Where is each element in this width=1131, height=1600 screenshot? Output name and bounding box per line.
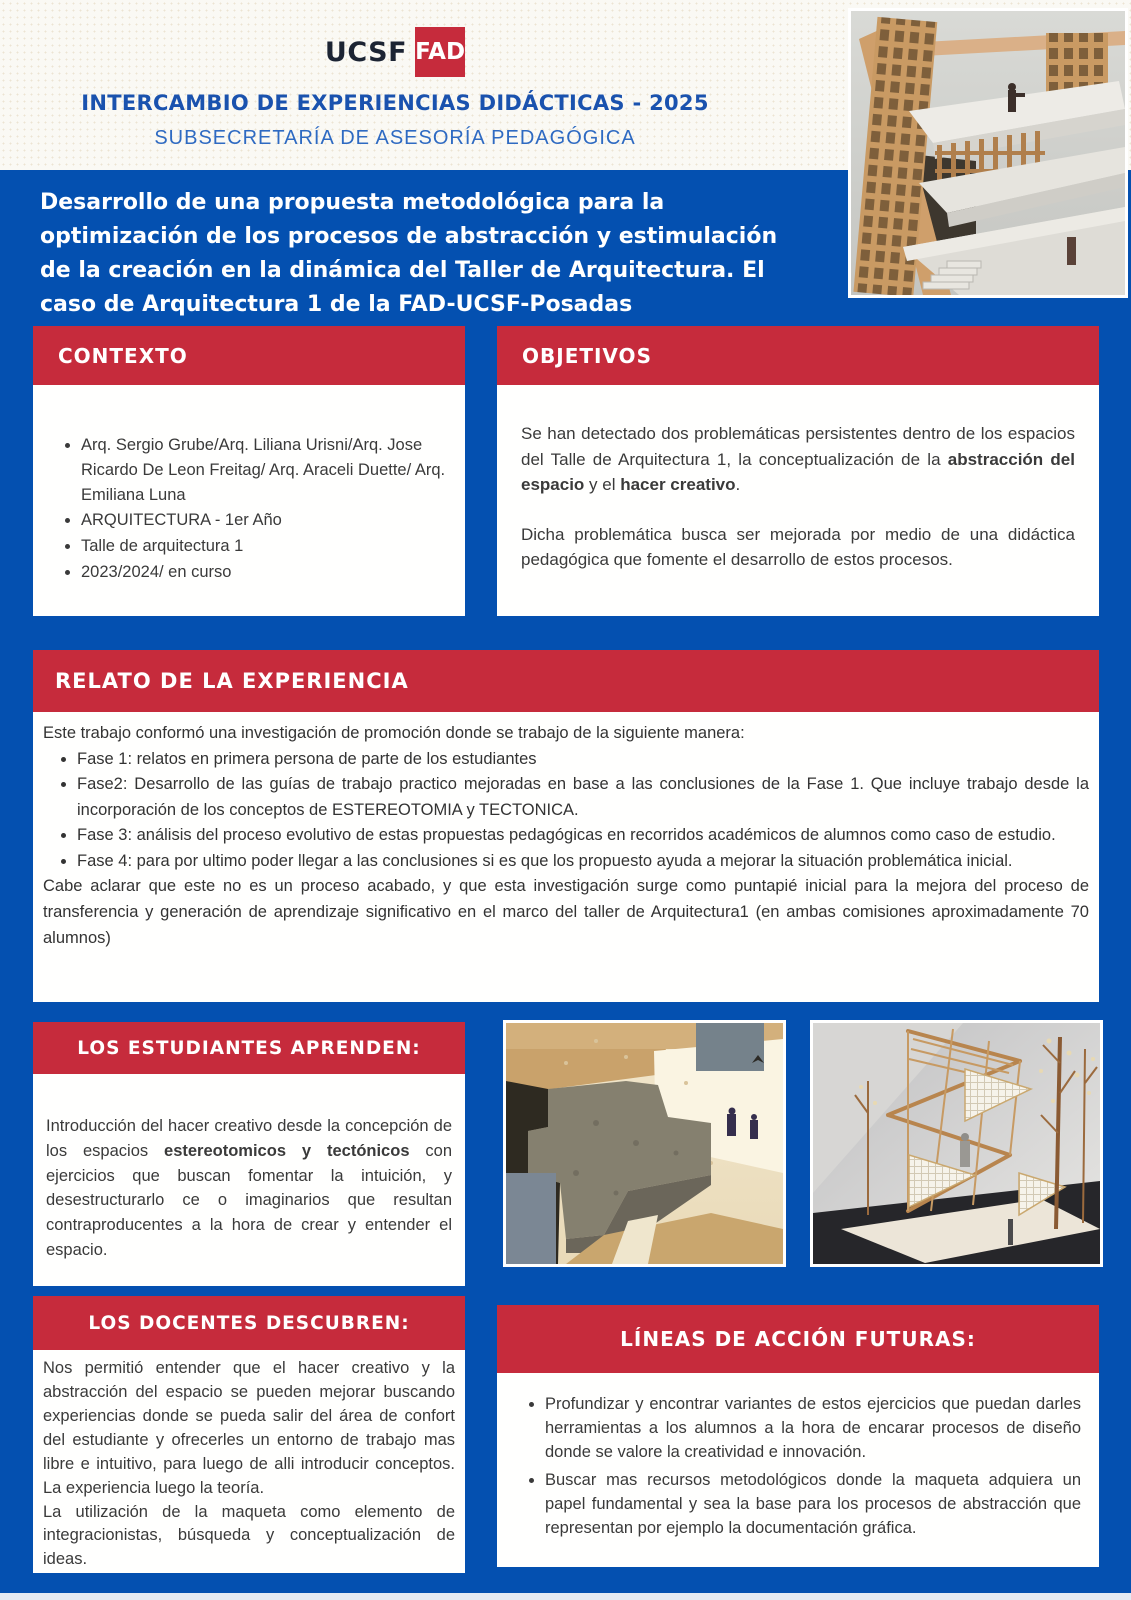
contexto-item: • Arq. Sergio Grube/Arq. Liliana Urisni/Arq. Jose Ricardo De Leon Freitag/ Arq. Araceli Duette/ Arq. Emiliana Luna [81, 433, 449, 507]
estudiantes-card [33, 1022, 465, 1286]
relato-intro: Este trabajo conformó una investigación de promoción donde se trabajo de la siguiente manera: [43, 724, 745, 742]
ucsf-logo-text: UCSF [324, 36, 408, 68]
event-title: INTERCAMBIO DE EXPERIENCIAS DIDÁCTICAS - 2025 [81, 91, 709, 115]
contexto-item: • ARQUITECTURA - 1er Año [81, 508, 449, 533]
relato-fase-item: • Fase 3: análisis del proceso evolutivo de estas propuestas pedagógicas en recorridos académicos de alumnos como caso de estudio. [77, 823, 1089, 849]
ucsf-fad-logo [0, 27, 790, 77]
docentes-paragraph-2: La utilización de la maqueta como elemento de integracionistas, búsqueda y conceptualización de ideas. [43, 1502, 455, 1569]
docentes-card [33, 1296, 465, 1573]
relato-outro: Cabe aclarar que este no es un proceso acabado, y que esta investigación surge como puntapié inicial para la mejora del proceso de transferencia y generación de aprendizaje significativo en el marco del taller de Arquitectura1 (en ambas comisiones aproximadamente 70 alumnos) [43, 877, 1089, 947]
lineas-body [497, 1373, 1099, 1541]
objetivos-heading: OBJETIVOS [497, 326, 1099, 385]
contexto-heading: CONTEXTO [33, 326, 465, 385]
relato-fase-item: • Fase 1: relatos en primera persona de parte de los estudiantes [77, 747, 1089, 773]
header-column [0, 0, 790, 150]
architecture-model-photo-top [848, 8, 1128, 298]
stone-model-graphic [506, 1023, 783, 1264]
objetivos-paragraph-1: Se han detectado dos problemáticas persistentes dentro de los espacios del Talle de Arquitectura 1, la conceptualización de la abstracción del espacio y el hacer creativo. [521, 424, 1075, 494]
lineas-item: • Profundizar y encontrar variantes de estos ejercicios que puedan darles herramientas a los alumnos a la hora de encarar procesos de diseño donde se valore la creatividad e innovación. [545, 1393, 1081, 1465]
relato-card [33, 650, 1099, 1002]
docentes-body [33, 1350, 465, 1572]
relato-list [43, 747, 1089, 875]
estudiantes-heading: LOS ESTUDIANTES APRENDEN: [33, 1022, 465, 1074]
contexto-body [33, 385, 465, 585]
contexto-list [55, 433, 449, 585]
estudiantes-body [33, 1074, 465, 1263]
bottom-strip [0, 1593, 1131, 1600]
contexto-card [33, 326, 465, 616]
relato-heading: RELATO DE LA EXPERIENCIA [33, 650, 1099, 712]
event-subtitle: SUBSECRETARÍA DE ASESORÍA PEDAGÓGICA [154, 127, 636, 149]
relato-fase-item: • Fase 4: para por ultimo poder llegar a las conclusiones si es que los propuesto ayuda a mejorar la situación problemática inicial. [77, 849, 1089, 875]
fad-logo-box: FAD [415, 27, 465, 77]
relato-body [33, 712, 1099, 951]
contexto-item: • Talle de arquitectura 1 [81, 534, 449, 559]
lineas-list [515, 1393, 1081, 1541]
objetivos-paragraph-2: Dicha problemática busca ser mejorada por medio de una didáctica pedagógica que fomente el desarrollo de estos procesos. [521, 524, 1075, 569]
relato-fase-item: • Fase2: Desarrollo de las guías de trabajo practico mejoradas en base a las conclusiones de la Fase 1. Que incluye trabajo desde la incorporación de los conceptos de ESTEREOTOMIA y TECTONICA. [77, 772, 1089, 823]
estudiantes-paragraph: Introducción del hacer creativo desde la concepción de los espacios estereotomicos y tectónicos con ejercicios que buscan fomentar la intuición, y desestructurarlo ce o imaginarios que resultan contraproducentes a la hora de crear y entender el espacio. [46, 1117, 453, 1259]
contexto-item: • 2023/2024/ en curso [81, 560, 449, 585]
objetivos-card [497, 326, 1099, 616]
stick-tower-graphic [813, 1023, 1100, 1264]
objetivos-body [497, 385, 1099, 573]
stick-tower-model-photo [810, 1020, 1103, 1267]
model-photo-top-graphic [851, 11, 1125, 295]
lineas-card [497, 1305, 1099, 1567]
lineas-item: • Buscar mas recursos metodológicos donde la maqueta adquiera un papel fundamental y sea la base para los procesos de abstracción que representan por ejemplo la documentación gráfica. [545, 1469, 1081, 1541]
docentes-paragraph-1: Nos permitió entender que el hacer creativo y la abstracción del espacio se pueden mejorar buscando experiencias donde se pueda salir del área de confort del estudiante y ofrecerles un entorno de trabajo mas libre e intuitivo, para luego de alli introducir conceptos. La experiencia luego la teoría. [43, 1359, 455, 1497]
poster-title: Desarrollo de una propuesta metodológica para la optimización de los procesos de abstracción y estimulación de la creación en la dinámica del Taller de Arquitectura. El caso de Arquitectura 1 de la FAD-UCSF-Posadas [40, 190, 778, 318]
lineas-heading: LÍNEAS DE ACCIÓN FUTURAS: [497, 1305, 1099, 1373]
stone-model-photo [503, 1020, 786, 1267]
docentes-heading: LOS DOCENTES DESCUBREN: [33, 1296, 465, 1350]
